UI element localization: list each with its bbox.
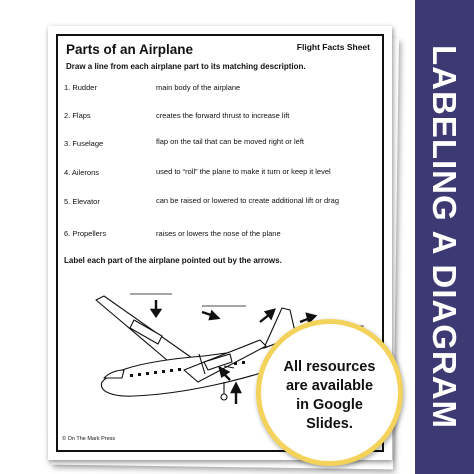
worksheet-title: Parts of an Airplane <box>66 42 194 57</box>
part-description: creates the forward thrust to increase lift <box>156 111 290 120</box>
worksheet-header-label: Flight Facts Sheet <box>296 42 370 52</box>
badge-line: in Google <box>296 397 363 413</box>
part-description: main body of the airplane <box>156 83 241 92</box>
part-label: 6. Propellers <box>64 229 107 238</box>
labeling-instruction: Label each part of the airplane pointed out by the arrows. <box>64 256 282 265</box>
part-description: used to “roll” the plane to make it turn or keep it level <box>156 167 331 176</box>
part-label: 1. Rudder <box>64 83 97 92</box>
badge-line: are available <box>285 378 374 394</box>
part-description: raises or lowers the nose of the plane <box>156 229 281 238</box>
part-label: 3. Fuselage <box>64 139 104 148</box>
copyright-footer: © On The Mark Press <box>62 436 116 442</box>
part-label: 5. Elevator <box>64 197 100 206</box>
part-description: flap on the tail that can be moved right or left <box>156 137 305 146</box>
badge-line: Slides. <box>306 416 353 432</box>
part-label: 2. Flaps <box>64 111 91 120</box>
part-description: can be raised or lowered to create additional lift or drag <box>156 196 340 205</box>
matching-instruction: Draw a line from each airplane part to its matching description. <box>66 62 306 71</box>
badge-text <box>261 358 398 434</box>
google-slides-badge <box>256 319 403 466</box>
badge-line: All resources <box>283 359 376 375</box>
banner-title: LABELING A DIAGRAM <box>426 44 463 430</box>
part-label: 4. Ailerons <box>64 168 100 177</box>
